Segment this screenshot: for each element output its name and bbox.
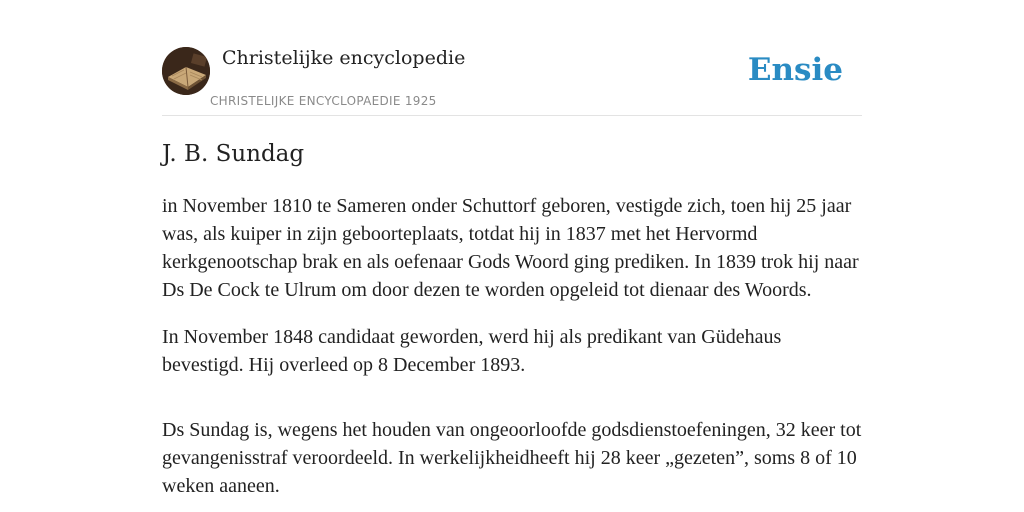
site-subtitle: CHRISTELIJKE ENCYCLOPAEDIE 1925 xyxy=(210,94,437,108)
ensie-logo[interactable]: Ensie xyxy=(747,52,843,88)
article-paragraph: In November 1848 candidaat geworden, werd hij als predikant van Güdehaus bevestigd. Hij overleed op 8 December 1893. xyxy=(162,326,782,376)
content-column xyxy=(162,0,862,497)
source-avatar[interactable] xyxy=(162,47,210,95)
source-header xyxy=(162,0,862,116)
article-body xyxy=(162,192,862,512)
article-paragraph: in November 1810 te Sameren onder Schuttorf geboren, vestigde zich, toen hij 25 jaar was, als kuiper in zijn geboorteplaats, totdat hij in 1837 met het Hervormd kerkgenootschap brak en als oefenaar Gods Woord ging prediken. In 1839 trok hij naar Ds De Cock te Ulrum om door dezen te worden opgeleid tot dienaar des Woords. xyxy=(162,195,859,301)
book-icon xyxy=(162,47,210,95)
article-title: J. B. Sundag xyxy=(162,141,305,167)
article-paragraph: Ds Sundag is, wegens het houden van ongeoorloofde godsdienstoefeningen, 32 keer tot gevangenisstraf veroordeeld. In werkelijkheidheeft hij 28 keer „gezeten”, soms 8 of 10 weken aaneen. xyxy=(162,419,862,497)
site-name[interactable]: Christelijke encyclopedie xyxy=(222,47,466,69)
